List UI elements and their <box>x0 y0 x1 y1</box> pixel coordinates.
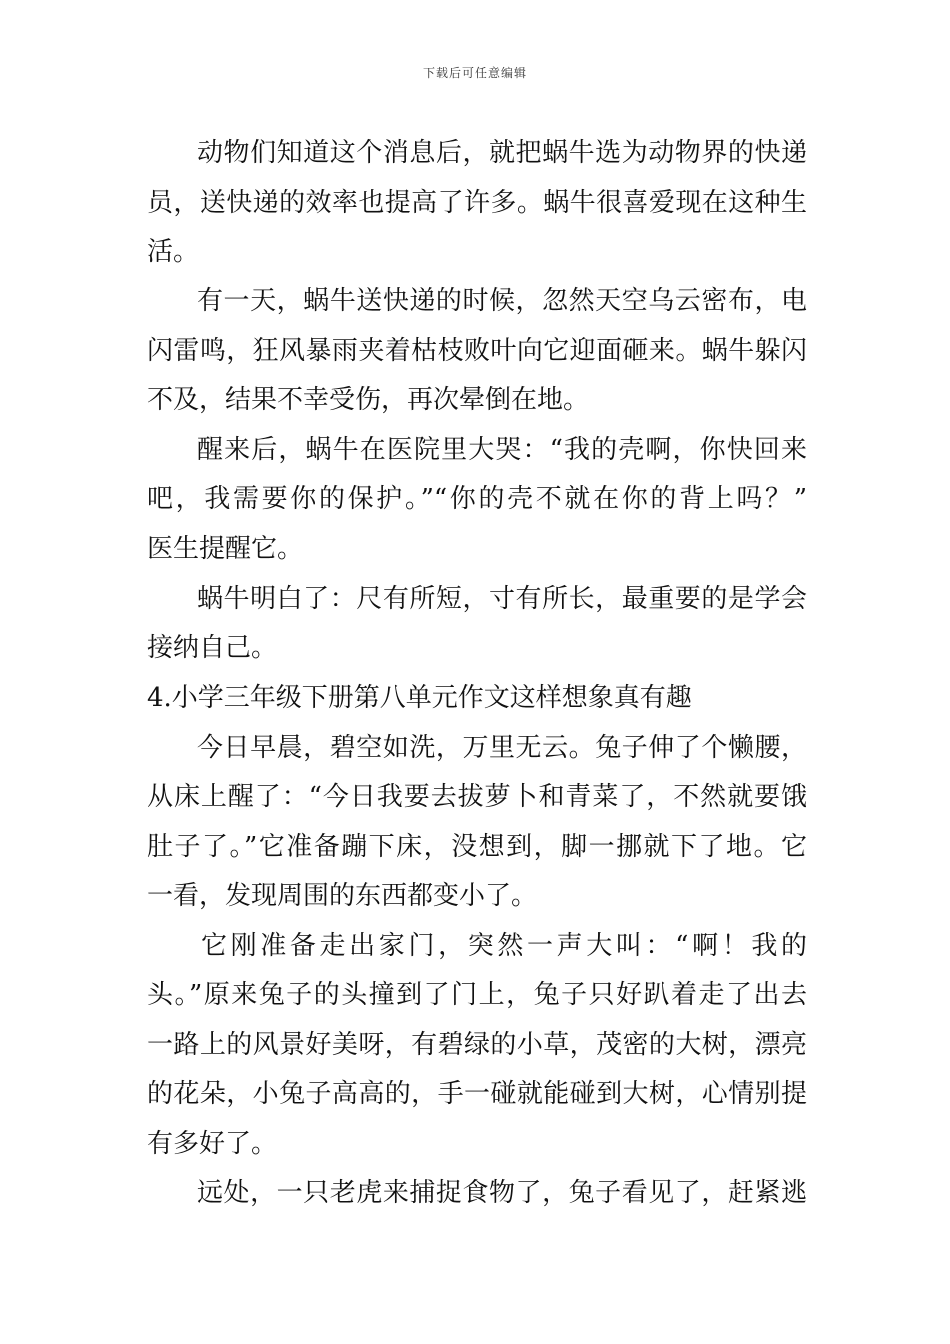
paragraph-line: 一看，发现周围的东西都变小了。 <box>147 881 538 911</box>
paragraph-line: 活。 <box>147 237 200 267</box>
paragraph-line: 有多好了。 <box>147 1129 278 1159</box>
paragraph-line: 吧，我需要你的保护。”“你的壳不就在你的背上吗？” <box>147 484 807 514</box>
section-heading: 4.小学三年级下册第八单元作文这样想象真有趣 <box>147 683 692 713</box>
paragraph-line: 员，送快递的效率也提高了许多。蜗牛很喜爱现在这种生 <box>147 188 807 218</box>
paragraph-line: 有一天，蜗牛送快递的时候，忽然天空乌云密布，电 <box>197 286 807 316</box>
page-header: 下载后可任意编辑 <box>422 66 527 80</box>
paragraph-line: 它刚准备走出家门，突然一声大叫：“啊！我的 <box>201 931 807 961</box>
paragraph-line: 蜗牛明白了：尺有所短，寸有所长，最重要的是学会 <box>197 584 807 614</box>
paragraph-line: 远处，一只老虎来捕捉食物了，兔子看见了，赶紧逃 <box>197 1178 807 1208</box>
paragraph-line: 闪雷鸣，狂风暴雨夹着枯枝败叶向它迎面砸来。蜗牛躲闪 <box>147 336 807 366</box>
paragraph-line: 的花朵，小兔子高高的，手一碰就能碰到大树，心情别提 <box>147 1079 807 1109</box>
paragraph-line: 肚子了。”它准备蹦下床，没想到，脚一挪就下了地。它 <box>147 832 807 862</box>
paragraph-line: 醒来后，蜗牛在医院里大哭：“我的壳啊，你快回来 <box>197 435 807 465</box>
paragraph-line: 从床上醒了：“今日我要去拔萝卜和青菜了，不然就要饿 <box>147 782 807 812</box>
paragraph-line: 今日早晨，碧空如洗，万里无云。兔子伸了个懒腰， <box>197 733 807 763</box>
paragraph-line: 头。”原来兔子的头撞到了门上，兔子只好趴着走了出去 <box>147 980 807 1010</box>
paragraph-line: 接纳自己。 <box>147 633 278 663</box>
paragraph-line: 医生提醒它。 <box>147 534 304 564</box>
paragraph-line: 不及，结果不幸受伤，再次晕倒在地。 <box>147 385 590 415</box>
paragraph-line: 一路上的风景好美呀，有碧绿的小草，茂密的大树，漂亮 <box>147 1030 807 1060</box>
paragraph-line: 动物们知道这个消息后，就把蜗牛选为动物界的快递 <box>197 138 807 168</box>
